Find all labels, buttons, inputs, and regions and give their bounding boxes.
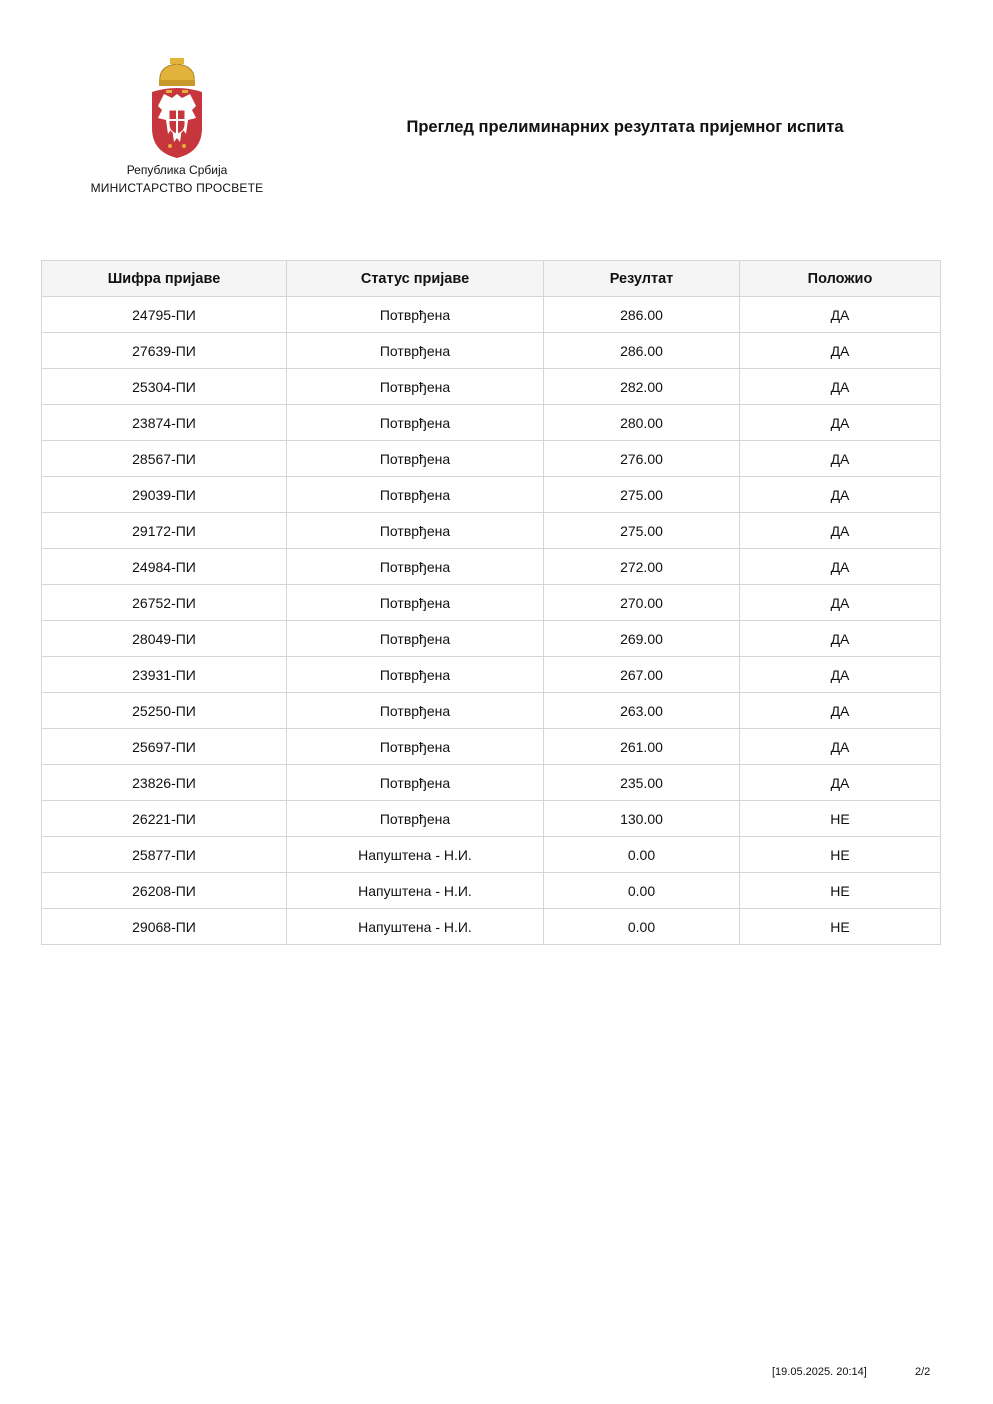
application-code-cell: 27639-ПИ [42,333,287,369]
result-cell: 261.00 [544,729,740,765]
application-status-cell: Напуштена - Н.И. [287,873,544,909]
application-status-cell: Потврђена [287,477,544,513]
application-status-cell: Потврђена [287,333,544,369]
table-row [42,765,941,801]
serbian-coat-of-arms-icon [148,58,206,160]
passed-cell: ДА [740,729,941,765]
table-row [42,585,941,621]
table-row [42,621,941,657]
application-code-cell: 26752-ПИ [42,585,287,621]
passed-cell: ДА [740,297,941,333]
table-row [42,297,941,333]
application-status-cell: Потврђена [287,801,544,837]
result-cell: 235.00 [544,765,740,801]
result-cell: 286.00 [544,297,740,333]
table-row [42,513,941,549]
table-row [42,729,941,765]
application-status-cell: Потврђена [287,729,544,765]
page-title: Преглед прелиминарних резултата пријемног испита [406,118,844,136]
passed-cell: ДА [740,549,941,585]
results-table-body [42,297,941,945]
passed-cell: ДА [740,765,941,801]
application-status-cell: Напуштена - Н.И. [287,909,544,945]
result-cell: 267.00 [544,657,740,693]
application-status-cell: Потврђена [287,297,544,333]
table-row [42,477,941,513]
application-code-cell: 26208-ПИ [42,873,287,909]
table-row [42,909,941,945]
republic-label: Република Србија [126,163,228,177]
results-table [41,260,941,945]
table-row [42,873,941,909]
column-header-passed: Положио [740,261,941,297]
table-row [42,333,941,369]
application-code-cell: 25250-ПИ [42,693,287,729]
passed-cell: ДА [740,405,941,441]
result-cell: 263.00 [544,693,740,729]
application-code-cell: 23826-ПИ [42,765,287,801]
result-cell: 275.00 [544,513,740,549]
application-code-cell: 23874-ПИ [42,405,287,441]
passed-cell: ДА [740,441,941,477]
passed-cell: ДА [740,513,941,549]
passed-cell: ДА [740,621,941,657]
result-cell: 0.00 [544,909,740,945]
result-cell: 0.00 [544,873,740,909]
passed-cell: ДА [740,693,941,729]
application-status-cell: Потврђена [287,765,544,801]
application-code-cell: 25877-ПИ [42,837,287,873]
application-code-cell: 24984-ПИ [42,549,287,585]
table-row [42,837,941,873]
application-status-cell: Потврђена [287,585,544,621]
passed-cell: ДА [740,369,941,405]
passed-cell: НЕ [740,837,941,873]
application-code-cell: 29039-ПИ [42,477,287,513]
table-header-row [42,261,941,297]
passed-cell: ДА [740,585,941,621]
application-code-cell: 26221-ПИ [42,801,287,837]
application-code-cell: 25697-ПИ [42,729,287,765]
application-code-cell: 23931-ПИ [42,657,287,693]
application-code-cell: 28049-ПИ [42,621,287,657]
column-header-application-code: Шифра пријаве [42,261,287,297]
application-code-cell: 28567-ПИ [42,441,287,477]
application-status-cell: Потврђена [287,513,544,549]
result-cell: 286.00 [544,333,740,369]
table-row [42,369,941,405]
passed-cell: НЕ [740,801,941,837]
table-row [42,405,941,441]
result-cell: 272.00 [544,549,740,585]
application-status-cell: Потврђена [287,621,544,657]
column-header-result: Резултат [544,261,740,297]
footer-timestamp: [19.05.2025. 20:14] [772,1366,867,1378]
passed-cell: НЕ [740,873,941,909]
table-row [42,441,941,477]
application-code-cell: 25304-ПИ [42,369,287,405]
application-status-cell: Потврђена [287,369,544,405]
application-code-cell: 29172-ПИ [42,513,287,549]
application-status-cell: Потврђена [287,549,544,585]
footer-page-number: 2/2 [915,1366,931,1378]
passed-cell: ДА [740,333,941,369]
application-status-cell: Потврђена [287,693,544,729]
result-cell: 130.00 [544,801,740,837]
table-row [42,549,941,585]
passed-cell: НЕ [740,909,941,945]
ministry-label: МИНИСТАРСТВО ПРОСВЕТЕ [90,181,264,195]
application-status-cell: Потврђена [287,441,544,477]
column-header-application-status: Статус пријаве [287,261,544,297]
table-row [42,801,941,837]
result-cell: 269.00 [544,621,740,657]
application-status-cell: Напуштена - Н.И. [287,837,544,873]
application-code-cell: 29068-ПИ [42,909,287,945]
result-cell: 270.00 [544,585,740,621]
result-cell: 275.00 [544,477,740,513]
application-status-cell: Потврђена [287,405,544,441]
table-row [42,693,941,729]
table-row [42,657,941,693]
result-cell: 280.00 [544,405,740,441]
result-cell: 282.00 [544,369,740,405]
passed-cell: ДА [740,477,941,513]
application-code-cell: 24795-ПИ [42,297,287,333]
application-status-cell: Потврђена [287,657,544,693]
result-cell: 276.00 [544,441,740,477]
passed-cell: ДА [740,657,941,693]
result-cell: 0.00 [544,837,740,873]
